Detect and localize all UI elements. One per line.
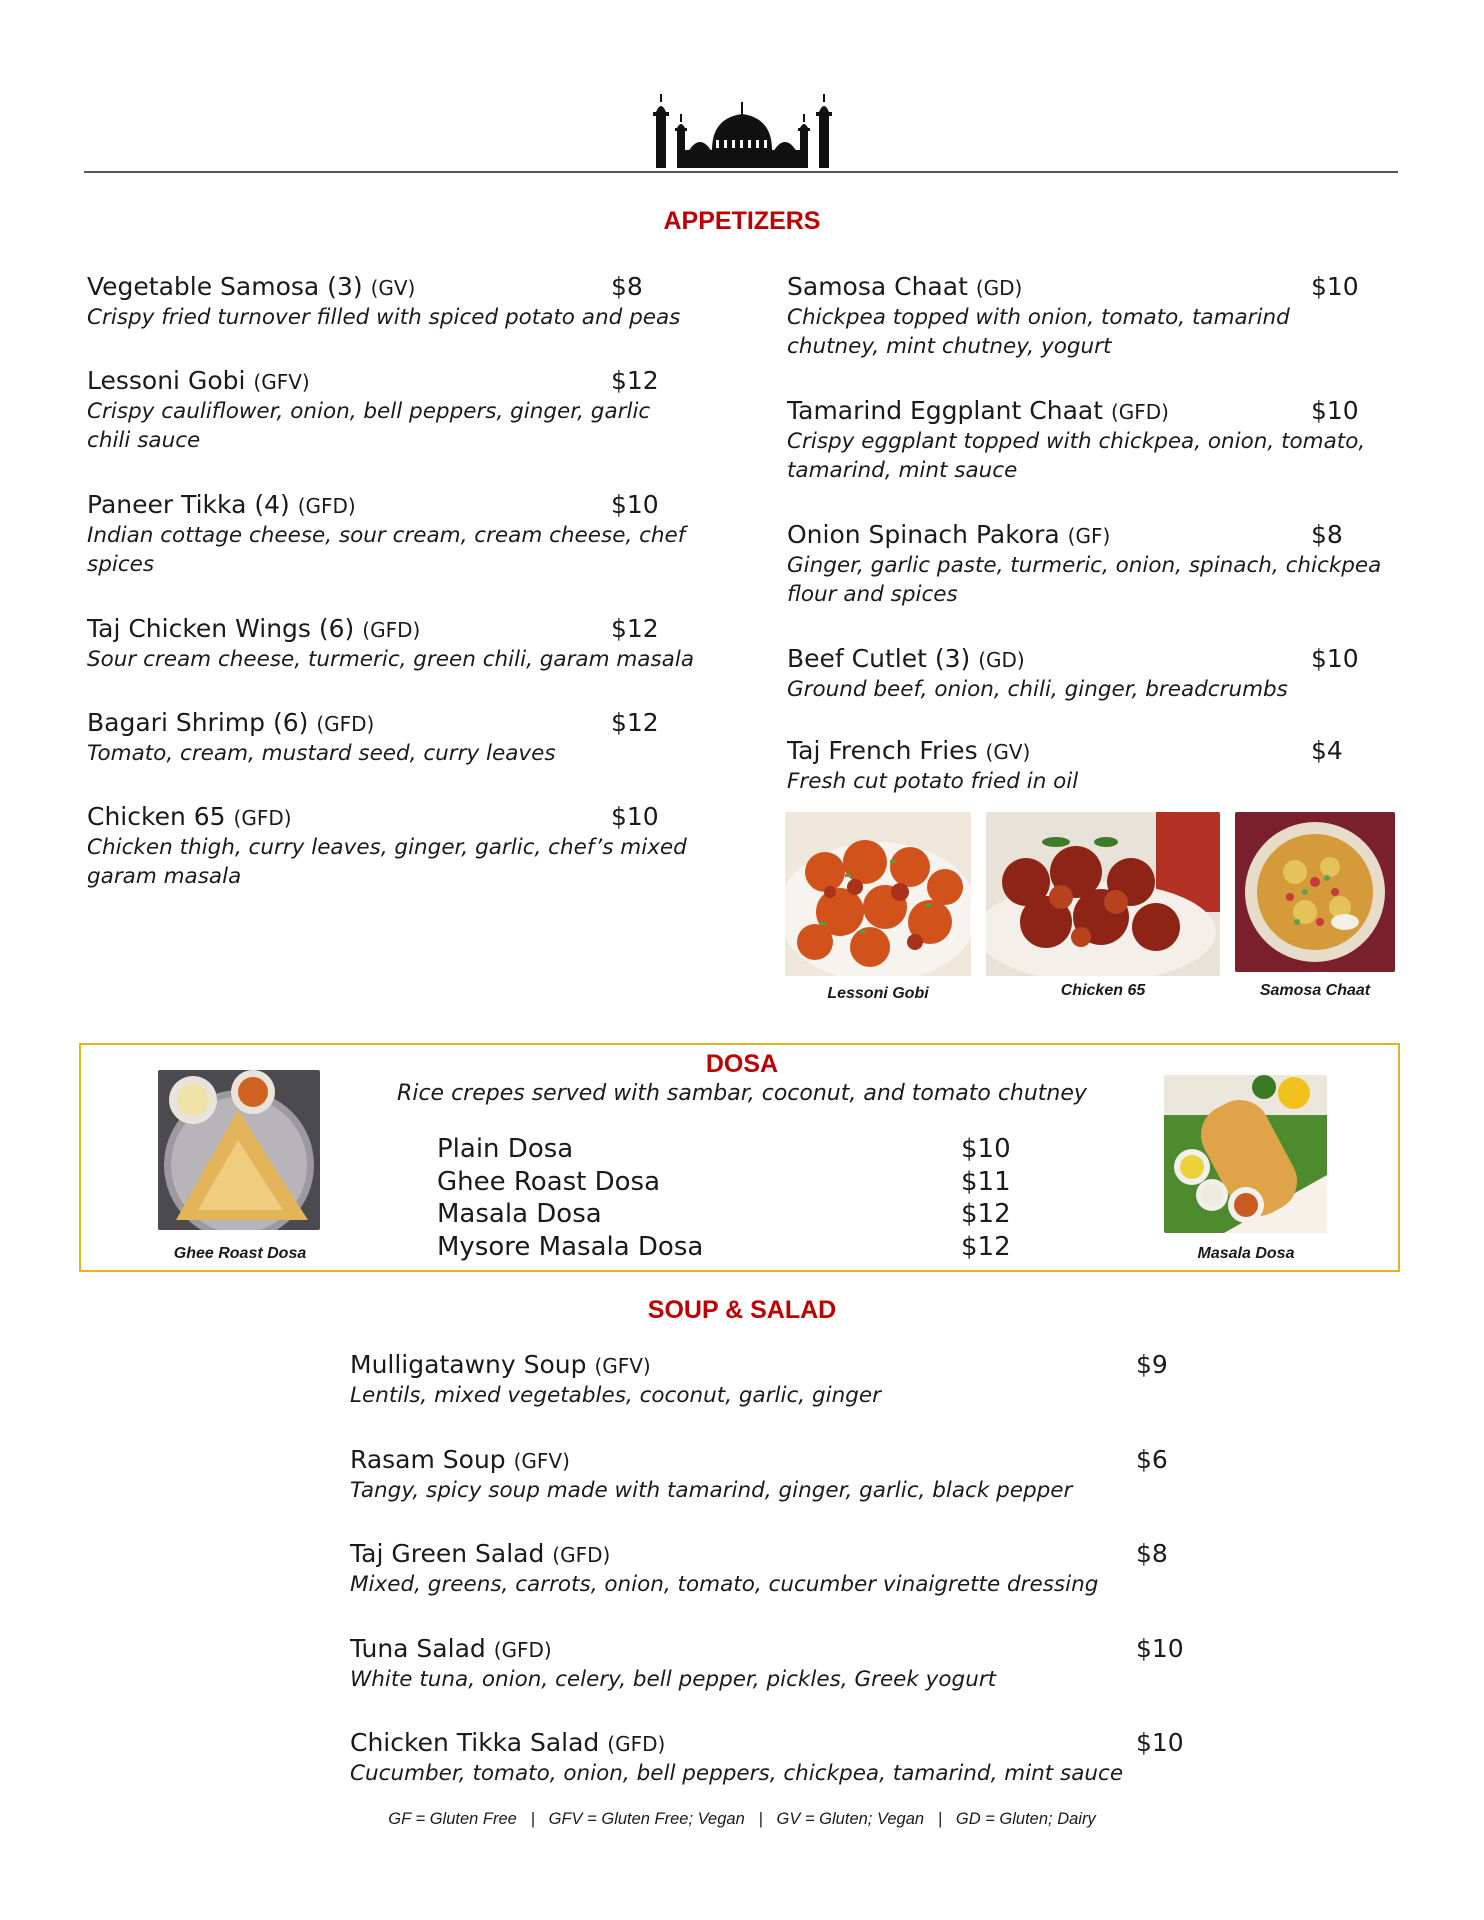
- photo-caption: Lessoni Gobi: [827, 985, 929, 1002]
- photo-caption: Samosa Chaat: [1259, 982, 1371, 999]
- item-price: $10: [1311, 272, 1359, 301]
- masala-dosa-photo: [1164, 1075, 1327, 1233]
- menu-item: [87, 272, 707, 366]
- item-description: Cucumber, tomato, onion, bell peppers, chickpea, tamarind, mint sauce: [350, 1761, 1124, 1786]
- chicken-65-photo: [986, 812, 1220, 976]
- menu-item: [87, 802, 707, 896]
- item-tag: (GV): [370, 276, 416, 300]
- item-name: Mulligatawny Soup: [350, 1350, 587, 1379]
- item-price: $10: [1136, 1633, 1184, 1663]
- header-divider: [84, 171, 1398, 173]
- appetizers-left-column: [87, 272, 707, 896]
- menu-item: [350, 1728, 1230, 1823]
- item-name: Rasam Soup: [350, 1444, 506, 1474]
- item-tag: (GFD): [552, 1543, 611, 1567]
- item-tag: (GV): [985, 740, 1031, 764]
- menu-item: [87, 708, 707, 802]
- samosa-chaat-photo: [1235, 812, 1395, 972]
- item-description: Ginger, garlic paste, turmeric, onion, spinach, chickpea flour and spices: [787, 553, 1382, 607]
- item-name: Taj French Fries: [787, 736, 978, 765]
- photo-caption: Chicken 65: [1060, 982, 1146, 999]
- menu-item: [787, 520, 1407, 644]
- item-tag: (GFD): [607, 1732, 666, 1756]
- item-tag: (GFV): [253, 370, 310, 394]
- menu-item: [87, 366, 707, 490]
- item-price: $10: [1311, 396, 1359, 425]
- dosa-list: [437, 1133, 1017, 1263]
- item-price: $10: [961, 1134, 1011, 1164]
- item-tag: (GFD): [362, 618, 421, 642]
- item-price: $12: [611, 708, 659, 737]
- item-price: $8: [1136, 1539, 1168, 1568]
- photo-caption: Ghee Roast Dosa: [173, 1245, 307, 1262]
- dietary-legend: GF = Gluten Free | GFV = Gluten Free; Vegan | GV = Gluten; Vegan | GD = Gluten; Dairy: [388, 1810, 1096, 1828]
- item-tag: (GFD): [493, 1637, 552, 1662]
- item-name: Samosa Chaat: [787, 272, 968, 301]
- menu-item: [87, 490, 707, 614]
- item-tag: (GD): [975, 276, 1023, 300]
- item-price: $6: [1136, 1444, 1168, 1474]
- item-price: $12: [961, 1231, 1011, 1262]
- item-name: Plain Dosa: [437, 1134, 574, 1164]
- menu-item: [787, 644, 1407, 736]
- item-name: Mysore Masala Dosa: [437, 1231, 704, 1262]
- item-description: Indian cottage cheese, sour cream, cream cheese, chef spices: [87, 523, 686, 577]
- item-name: Onion Spinach Pakora: [787, 520, 1060, 549]
- item-name: Masala Dosa: [437, 1199, 602, 1229]
- item-price: $10: [611, 802, 659, 831]
- ghee-roast-dosa-photo: [158, 1070, 320, 1230]
- lessoni-gobi-photo: [785, 812, 971, 976]
- item-description: Chicken thigh, curry leaves, ginger, garlic, chef’s mixed garam masala: [87, 835, 687, 889]
- item-tag: (GD): [978, 648, 1025, 672]
- item-name: Chicken Tikka Salad: [350, 1728, 600, 1757]
- item-description: Sour cream cheese, turmeric, green chili, garam masala: [87, 647, 695, 672]
- menu-item: [350, 1445, 1230, 1540]
- item-tag: (GFV): [513, 1448, 570, 1473]
- item-tag: (GFD): [297, 494, 356, 518]
- item-price: $10: [1136, 1728, 1184, 1757]
- item-description: Fresh cut potato fried in oil: [787, 769, 1079, 794]
- item-description: Lentils, mixed vegetables, coconut, garlic, ginger: [350, 1383, 881, 1408]
- item-description: Tomato, cream, mustard seed, curry leaves: [87, 741, 556, 766]
- item-price: $9: [1136, 1350, 1168, 1379]
- item-description: Crispy fried turnover filled with spiced potato and peas: [87, 305, 681, 330]
- appetizers-title: APPETIZERS: [663, 207, 821, 235]
- list-item: [437, 1133, 1017, 1166]
- list-item: [437, 1198, 1017, 1231]
- item-description: Mixed, greens, carrots, onion, tomato, cucumber vinaigrette dressing: [350, 1572, 1099, 1597]
- item-description: Chickpea topped with onion, tomato, tamarind chutney, mint chutney, yogurt: [787, 305, 1290, 359]
- menu-item: [350, 1539, 1230, 1634]
- item-description: Crispy eggplant topped with chickpea, onion, tomato, tamarind, mint sauce: [787, 429, 1366, 483]
- appetizers-right-column: [787, 272, 1407, 798]
- item-name: Lessoni Gobi: [87, 366, 246, 395]
- dosa-title: DOSA: [705, 1050, 779, 1078]
- item-price: $10: [1311, 644, 1359, 673]
- item-name: Tamarind Eggplant Chaat: [787, 396, 1104, 425]
- item-price: $12: [961, 1199, 1011, 1229]
- item-tag: (GFV): [594, 1354, 651, 1378]
- item-name: Bagari Shrimp (6): [87, 708, 309, 737]
- menu-item: [787, 736, 1407, 798]
- item-tag: (GFD): [1110, 400, 1169, 424]
- item-price: $11: [961, 1166, 1011, 1197]
- item-price: $12: [611, 614, 659, 643]
- mosque-icon: [650, 92, 835, 168]
- menu-item: [787, 272, 1407, 396]
- item-tag: (GFD): [233, 806, 292, 830]
- item-price: $4: [1311, 736, 1343, 765]
- item-name: Beef Cutlet (3): [787, 644, 971, 673]
- item-description: Tangy, spicy soup made with tamarind, ginger, garlic, black pepper: [350, 1477, 1073, 1503]
- item-price: $8: [1311, 520, 1343, 549]
- item-tag: (GFD): [316, 712, 375, 736]
- dosa-subtitle: Rice crepes served with sambar, coconut, and tomato chutney: [397, 1081, 1087, 1106]
- item-name: Tuna Salad: [350, 1633, 486, 1663]
- item-price: $12: [611, 366, 659, 395]
- item-name: Vegetable Samosa (3): [87, 272, 363, 301]
- item-price: $10: [611, 490, 659, 519]
- menu-item: [350, 1634, 1230, 1729]
- item-name: Paneer Tikka (4): [87, 490, 290, 519]
- item-name: Taj Green Salad: [350, 1539, 545, 1568]
- item-name: Taj Chicken Wings (6): [87, 614, 355, 643]
- menu-item: [787, 396, 1407, 520]
- item-description: Crispy cauliflower, onion, bell peppers, ginger, garlic chili sauce: [87, 399, 651, 453]
- soup-salad-title: SOUP & SALAD: [647, 1296, 837, 1324]
- list-item: [437, 1231, 1017, 1264]
- list-item: [437, 1166, 1017, 1199]
- menu-item: [87, 614, 707, 708]
- item-price: $8: [611, 272, 643, 301]
- item-tag: (GF): [1067, 524, 1111, 548]
- photo-caption: Masala Dosa: [1197, 1245, 1295, 1262]
- item-description: White tuna, onion, celery, bell pepper, pickles, Greek yogurt: [350, 1666, 997, 1692]
- item-description: Ground beef, onion, chili, ginger, breadcrumbs: [787, 677, 1288, 702]
- soup-salad-list: [350, 1350, 1230, 1823]
- menu-item: [350, 1350, 1230, 1445]
- item-name: Ghee Roast Dosa: [437, 1166, 661, 1197]
- item-name: Chicken 65: [87, 802, 226, 831]
